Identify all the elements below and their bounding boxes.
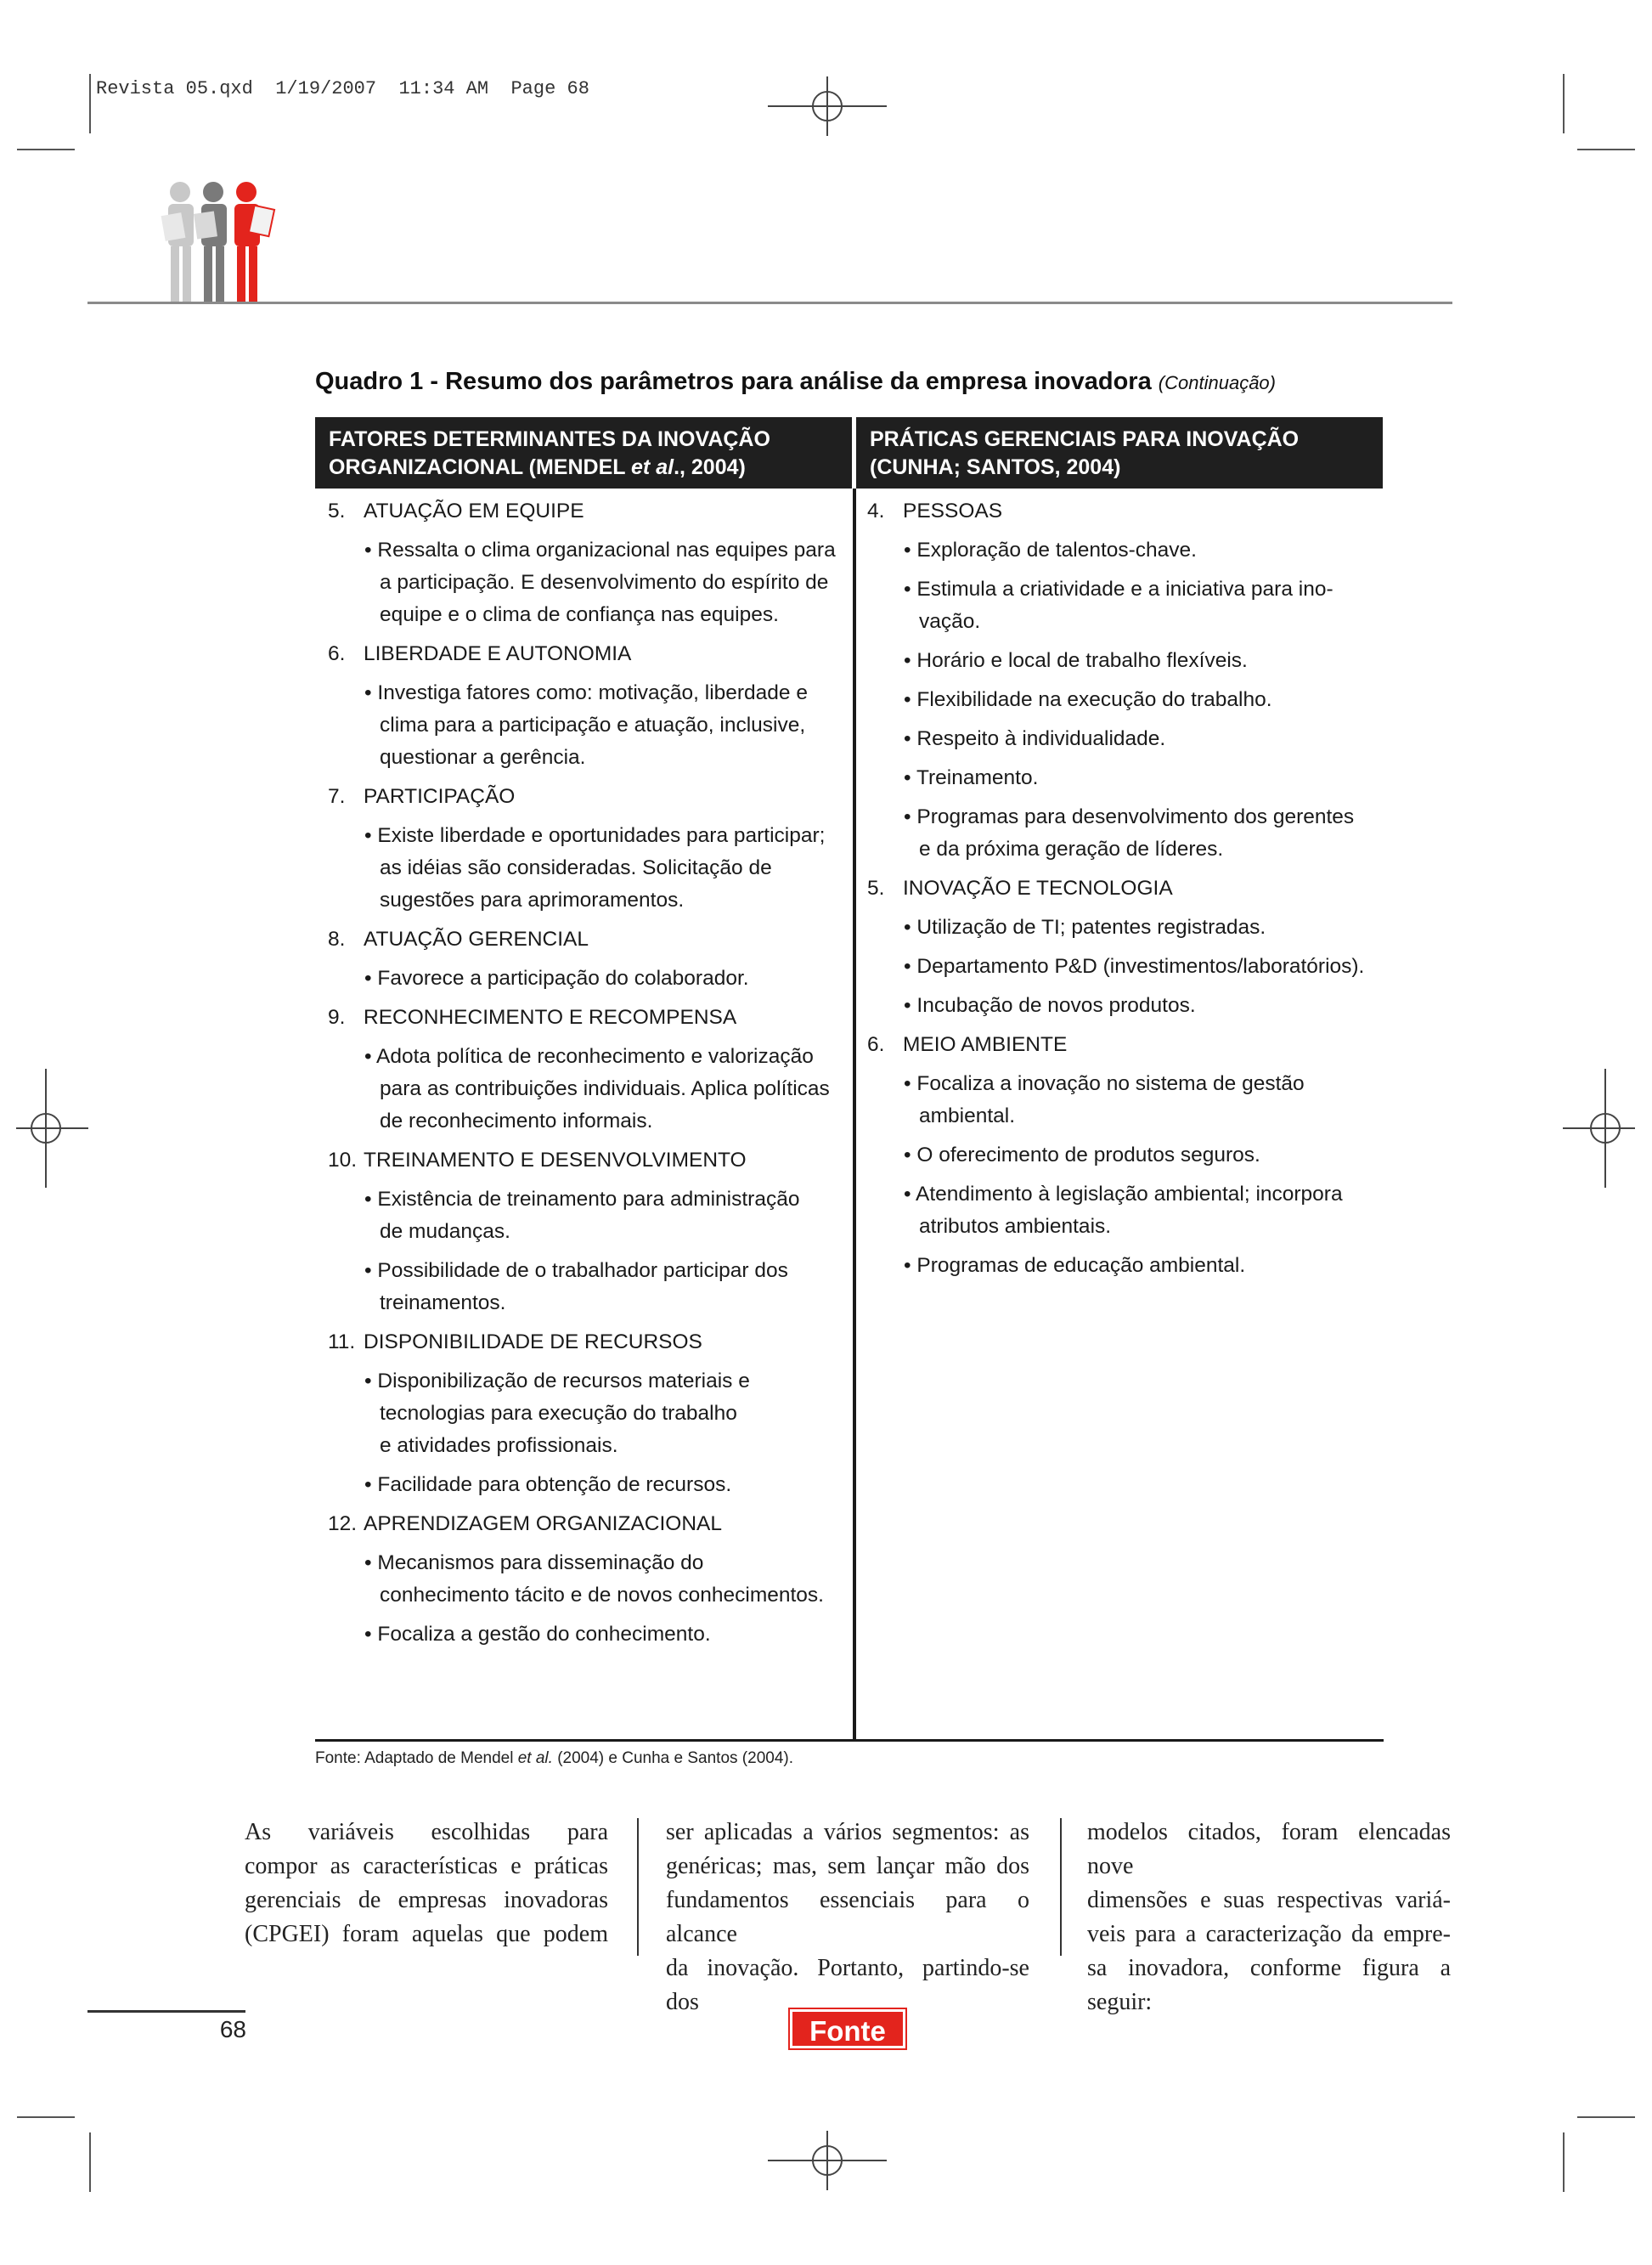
bullet-line: • Ressalta o clima organizacional nas equipes para — [364, 539, 836, 562]
section-title-text: ATUAÇÃO EM EQUIPE — [364, 500, 584, 522]
bullet-item — [328, 1469, 850, 1501]
section-title-text: ATUAÇÃO GERENCIAL — [364, 928, 589, 951]
section-title — [328, 1508, 850, 1540]
bullet-line: • Adota política de reconhecimento e valorização — [364, 1045, 814, 1068]
table-header-right — [856, 417, 1383, 489]
source-italic-text: et al. — [517, 1749, 553, 1767]
bullet-line: treinamentos. — [380, 1291, 506, 1314]
section-number: 10. — [328, 1149, 358, 1172]
bullet-item — [867, 990, 1377, 1022]
bullet-item — [328, 1547, 850, 1612]
bullet-item — [867, 762, 1377, 794]
table-source — [315, 1749, 793, 1768]
table-title: Quadro 1 - Resumo dos parâmetros para análise da empresa inovadora — [315, 368, 1152, 395]
table-caption — [315, 368, 1276, 396]
crop-mark — [89, 74, 91, 133]
table-continuation: (Continuação) — [1158, 372, 1276, 393]
table-section — [328, 1508, 850, 1651]
bullet-item — [867, 1178, 1377, 1243]
column-rule — [1060, 1818, 1062, 1956]
bullet-line: • Possibilidade de o trabalhador participar dos — [364, 1259, 788, 1282]
section-number: 5. — [867, 877, 885, 900]
header-right-line: PRÁTICAS GERENCIAIS PARA INOVAÇÃO — [870, 427, 1300, 451]
table-bottom-rule — [315, 1739, 1384, 1742]
bullet-item — [328, 1255, 850, 1319]
section-title — [328, 1144, 850, 1177]
bullet-line: questionar a gerência. — [380, 746, 586, 769]
body-text-line: (CPGEI) foram aquelas que podem — [245, 1921, 608, 1947]
bullet-line: • Treinamento. — [904, 766, 1039, 789]
table-section — [328, 638, 850, 774]
section-number: 9. — [328, 1006, 346, 1029]
section-title-text: PARTICIPAÇÃO — [364, 785, 516, 808]
bullet-line: de reconhecimento informais. — [380, 1110, 653, 1132]
body-text-line: modelos citados, foram elencadas nove — [1087, 1819, 1451, 1879]
table-section — [867, 495, 1377, 866]
bullet-line: • Favorece a participação do colaborador. — [364, 967, 749, 990]
bullet-item — [867, 645, 1377, 677]
body-text-column — [666, 1816, 1029, 2019]
bullet-item — [328, 1041, 850, 1138]
bullet-item — [867, 1068, 1377, 1132]
bullet-line: • Utilização de TI; patentes registradas. — [904, 916, 1266, 939]
registration-mark-icon — [768, 2101, 887, 2220]
bullet-line: • Facilidade para obtenção de recursos. — [364, 1473, 732, 1496]
section-title — [867, 495, 1377, 528]
body-text-line: As variáveis escolhidas para — [245, 1819, 608, 1845]
bullet-line: • Incubação de novos produtos. — [904, 994, 1196, 1017]
fonte-logo: Fonte — [790, 2009, 905, 2048]
header-rule — [87, 302, 1452, 304]
registration-mark-icon — [0, 1069, 105, 1188]
bullet-line: e atividades profissionais. — [380, 1434, 618, 1457]
body-text-line: veis para a caracterização da empre- — [1087, 1921, 1451, 1947]
section-title — [328, 781, 850, 813]
section-number: 12. — [328, 1512, 358, 1535]
section-title — [328, 495, 850, 528]
bullet-item — [328, 820, 850, 917]
section-number: 8. — [328, 928, 346, 951]
crop-mark — [1563, 74, 1565, 133]
section-number: 7. — [328, 785, 346, 808]
section-title-text: DISPONIBILIDADE DE RECURSOS — [364, 1330, 702, 1353]
bullet-line: • Existe liberdade e oportunidades para participar; — [364, 824, 826, 847]
bullet-line: • Respeito à individualidade. — [904, 727, 1166, 750]
header-italic-text: et al — [631, 455, 674, 479]
bullet-line: ambiental. — [919, 1104, 1016, 1127]
bullet-line: • Programas de educação ambiental. — [904, 1254, 1246, 1277]
bullet-line: conhecimento tácito e de novos conhecimentos. — [380, 1584, 824, 1607]
body-text-line: compor as características e práticas — [245, 1853, 608, 1879]
bullet-line: • Mecanismos para disseminação do — [364, 1551, 704, 1574]
column-divider — [853, 489, 856, 1740]
body-text-line: dimensões e suas respectivas variá- — [1087, 1887, 1451, 1913]
bullet-line: • Exploração de talentos-chave. — [904, 539, 1197, 562]
header-left-line — [329, 454, 838, 482]
bullet-item — [867, 912, 1377, 944]
crop-mark — [17, 149, 75, 150]
table-section — [328, 924, 850, 995]
section-number: 11. — [328, 1330, 356, 1353]
section-number: 6. — [328, 642, 346, 665]
bullet-line: sugestões para aprimoramentos. — [380, 889, 685, 912]
bullet-line: • Departamento P&D (investimentos/laboratórios). — [904, 955, 1365, 978]
body-text-line: ser aplicadas a vários segmentos: as — [666, 1819, 1029, 1845]
bullet-item — [867, 801, 1377, 866]
section-title — [867, 873, 1377, 905]
bullet-line: • Flexibilidade na execução do trabalho. — [904, 688, 1272, 711]
section-title — [328, 1326, 850, 1358]
bullet-item — [867, 951, 1377, 983]
bullet-item — [867, 534, 1377, 567]
bullet-line: equipe e o clima de confiança nas equipes. — [380, 603, 779, 626]
table-header-left — [315, 417, 852, 489]
bullet-line: • Disponibilização de recursos materiais e — [364, 1370, 750, 1392]
bullet-line: de mudanças. — [380, 1220, 510, 1243]
bullet-line: • Programas para desenvolvimento dos gerentes — [904, 805, 1355, 828]
bullet-line: e da próxima geração de líderes. — [919, 838, 1224, 861]
registration-mark-icon — [768, 47, 887, 166]
people-logo-icon — [158, 180, 285, 303]
registration-mark-icon — [1546, 1069, 1652, 1188]
section-title-text: LIBERDADE E AUTONOMIA — [364, 642, 632, 665]
bullet-line: tecnologias para execução do trabalho — [380, 1402, 737, 1425]
bullet-item — [867, 1139, 1377, 1172]
section-title — [328, 1002, 850, 1034]
body-text-column — [245, 1816, 608, 1952]
bullet-item — [867, 684, 1377, 716]
bullet-item — [328, 677, 850, 774]
body-text-line: genéricas; mas, sem lançar mão dos — [666, 1853, 1029, 1879]
section-number: 5. — [328, 500, 346, 522]
crop-mark — [1577, 149, 1635, 150]
bullet-item — [867, 723, 1377, 755]
header-text: ., 2004) — [674, 455, 746, 479]
bullet-line: • Existência de treinamento para administração — [364, 1188, 800, 1211]
section-title-text: PESSOAS — [903, 500, 1003, 522]
table-section — [867, 873, 1377, 1022]
header-text: ORGANIZACIONAL (MENDEL — [329, 455, 632, 479]
bullet-line: • Atendimento à legislação ambiental; incorpora — [904, 1183, 1343, 1206]
source-text: (2004) e Cunha e Santos (2004). — [552, 1749, 794, 1767]
crop-mark — [1577, 2116, 1635, 2118]
bullet-item — [328, 1618, 850, 1651]
bullet-line: para as contribuições individuais. Aplica políticas — [380, 1077, 830, 1100]
table-section — [328, 1002, 850, 1138]
table-section — [867, 1029, 1377, 1282]
source-text: Fonte: Adaptado de Mendel — [315, 1749, 518, 1767]
bullet-line: as idéias são consideradas. Solicitação de — [380, 856, 772, 879]
section-title — [328, 924, 850, 956]
crop-mark — [17, 2116, 75, 2118]
bullet-item — [328, 1365, 850, 1462]
bullet-line: • Investiga fatores como: motivação, liberdade e — [364, 681, 808, 704]
header-left-line: FATORES DETERMINANTES DA INOVAÇÃO — [329, 427, 770, 451]
section-number: 6. — [867, 1033, 885, 1056]
bullet-item — [328, 534, 850, 631]
bullet-item — [867, 573, 1377, 638]
section-title — [867, 1029, 1377, 1061]
bullet-item — [328, 1183, 850, 1248]
page-number-rule — [87, 2010, 245, 2013]
table-column-left — [328, 495, 850, 1658]
section-title-text: APRENDIZAGEM ORGANIZACIONAL — [364, 1512, 723, 1535]
section-title-text: TREINAMENTO E DESENVOLVIMENTO — [364, 1149, 747, 1172]
bullet-item — [328, 963, 850, 995]
table-section — [328, 495, 850, 631]
body-text-line: gerenciais de empresas inovadoras — [245, 1887, 608, 1913]
body-text-column — [1087, 1816, 1451, 2019]
print-slug: Revista 05.qxd 1/19/2007 11:34 AM Page 68 — [96, 78, 589, 99]
bullet-line: • Focaliza a gestão do conhecimento. — [364, 1623, 711, 1646]
table-column-right — [867, 495, 1377, 1289]
section-title-text: MEIO AMBIENTE — [903, 1033, 1068, 1056]
bullet-line: clima para a participação e atuação, inclusive, — [380, 714, 806, 737]
table-section — [328, 781, 850, 917]
table-section — [328, 1144, 850, 1319]
body-text-line: fundamentos essenciais para o alcance — [666, 1887, 1029, 1947]
page-number: 68 — [219, 2016, 246, 2042]
header-right-line: (CUNHA; SANTOS, 2004) — [870, 455, 1121, 479]
bullet-line: atributos ambientais. — [919, 1215, 1112, 1238]
bullet-item — [867, 1250, 1377, 1282]
bullet-line: • O oferecimento de produtos seguros. — [904, 1144, 1260, 1166]
column-rule — [637, 1818, 639, 1956]
bullet-line: vação. — [919, 610, 981, 633]
bullet-line: • Horário e local de trabalho flexíveis. — [904, 649, 1248, 672]
body-text-line: sa inovadora, conforme figura a seguir: — [1087, 1955, 1451, 2015]
bullet-line: • Estimula a criatividade e a iniciativa para ino- — [904, 578, 1333, 601]
body-text-line: da inovação. Portanto, partindo-se dos — [666, 1955, 1029, 2015]
section-title — [328, 638, 850, 670]
crop-mark — [1563, 2132, 1565, 2192]
section-title-text: INOVAÇÃO E TECNOLOGIA — [903, 877, 1173, 900]
section-title-text: RECONHECIMENTO E RECOMPENSA — [364, 1006, 737, 1029]
section-number: 4. — [867, 500, 885, 522]
bullet-line: a participação. E desenvolvimento do espírito de — [380, 571, 829, 594]
table-section — [328, 1326, 850, 1501]
bullet-line: • Focaliza a inovação no sistema de gestão — [904, 1072, 1305, 1095]
crop-mark — [89, 2132, 91, 2192]
